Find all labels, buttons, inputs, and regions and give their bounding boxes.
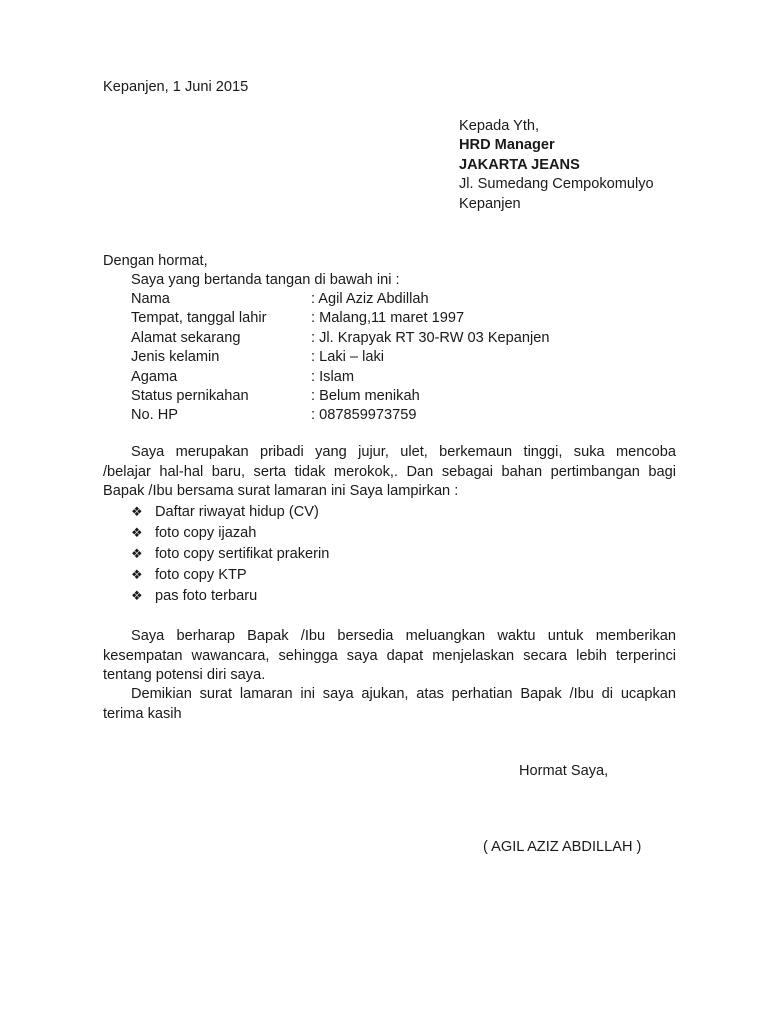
attachment-label: foto copy sertifikat prakerin xyxy=(155,546,330,562)
paragraph-closing-remark xyxy=(103,685,676,724)
field-value: : Islam xyxy=(311,368,354,385)
place-date: Kepanjen, 1 Juni 2015 xyxy=(103,79,249,95)
closing-phrase: Hormat Saya, xyxy=(519,763,609,779)
recipient-greeting: Kepada Yth, xyxy=(459,118,540,134)
paragraph-line: kesempatan wawancara, sehingga saya dapat menjelaskan secara lebih terperinci xyxy=(103,647,676,664)
field-value: : Jl. Krapyak RT 30-RW 03 Kepanjen xyxy=(311,329,550,346)
diamond-bullet-icon: ❖ xyxy=(131,568,143,583)
field-label: Status pernikahan xyxy=(131,387,249,404)
field-value: : Agil Aziz Abdillah xyxy=(311,291,429,307)
attachment-label: foto copy KTP xyxy=(155,567,247,583)
recipient-block xyxy=(459,117,654,214)
field-label: No. HP xyxy=(131,407,179,424)
recipient-company: JAKARTA JEANS xyxy=(459,156,580,173)
field-label: Tempat, tanggal lahir xyxy=(131,310,267,327)
field-value: : Malang,11 maret 1997 xyxy=(311,310,465,327)
recipient-title: HRD Manager xyxy=(459,137,555,154)
recipient-city: Kepanjen xyxy=(459,195,521,212)
field-value: : Belum menikah xyxy=(311,387,420,404)
diamond-bullet-icon: ❖ xyxy=(131,505,143,520)
paragraph-line: /belajar hal-hal baru, serta tidak merokok,. Dan sebagai bahan pertimbangan bagi xyxy=(103,463,676,480)
field-value: : Laki – laki xyxy=(311,349,385,366)
diamond-bullet-icon: ❖ xyxy=(131,526,143,541)
paragraph-self-description xyxy=(103,443,676,502)
diamond-bullet-icon: ❖ xyxy=(131,547,143,562)
paragraph-interview-request xyxy=(103,627,676,686)
paragraph-line: Saya berharap Bapak /Ibu bersedia meluangkan waktu untuk memberikan xyxy=(131,628,676,644)
paragraph-line: Demikian surat lamaran ini saya ajukan, atas perhatian Bapak /Ibu di ucapkan xyxy=(131,686,676,702)
salutation: Dengan hormat, xyxy=(103,253,208,269)
attachment-label: foto copy ijazah xyxy=(155,525,257,541)
field-value: : 087859973759 xyxy=(311,407,417,424)
diamond-bullet-icon: ❖ xyxy=(131,589,143,604)
paragraph-line: Bapak /Ibu bersama surat lamaran ini Saya lampirkan : xyxy=(103,483,459,499)
field-label: Jenis kelamin xyxy=(131,349,220,366)
attachment-label: pas foto terbaru xyxy=(155,588,258,604)
paragraph-line: Saya merupakan pribadi yang jujur, ulet, berkemaun tinggi, suka mencoba xyxy=(131,444,676,460)
signature-name: ( AGIL AZIZ ABDILLAH ) xyxy=(483,839,642,855)
field-label: Nama xyxy=(131,291,170,307)
attachment-label: Daftar riwayat hidup (CV) xyxy=(155,504,319,520)
paragraph-line: terima kasih xyxy=(103,705,182,722)
recipient-street: Jl. Sumedang Cempokomulyo xyxy=(459,176,654,193)
field-label: Agama xyxy=(131,368,178,385)
field-label: Alamat sekarang xyxy=(131,329,241,346)
paragraph-line: tentang potensi diri saya. xyxy=(103,667,266,683)
intro-sentence: Saya yang bertanda tangan di bawah ini : xyxy=(131,272,400,288)
